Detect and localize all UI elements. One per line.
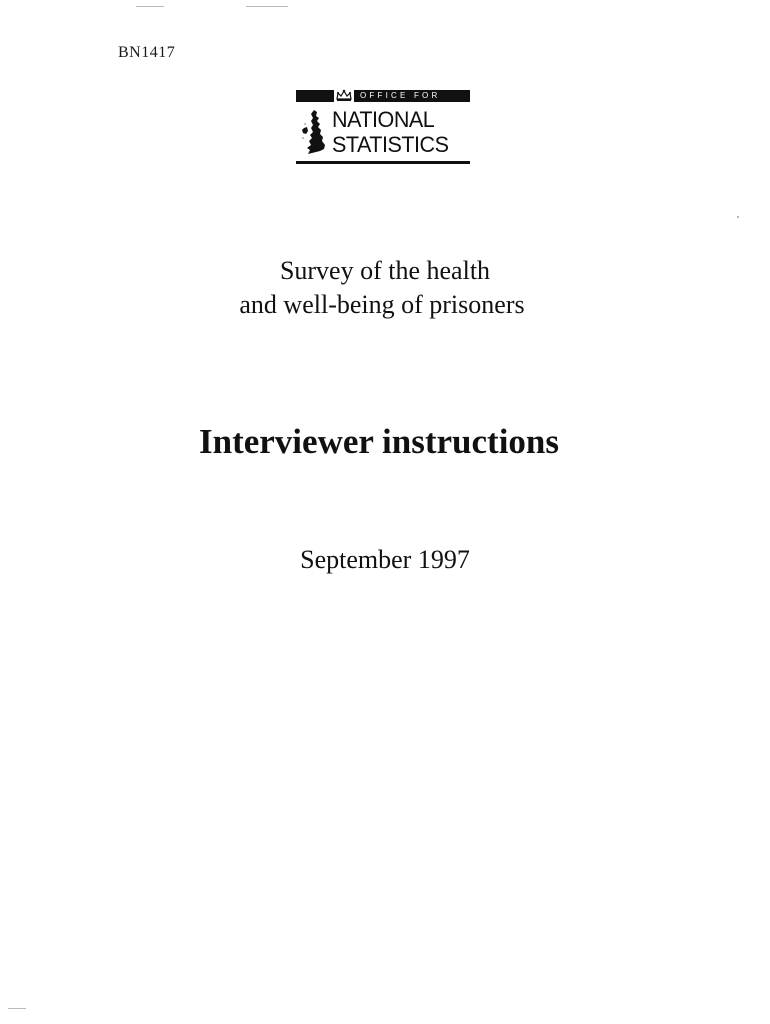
ons-logo <box>296 88 470 166</box>
scan-speck <box>136 6 164 7</box>
survey-title-line2: and well-being of prisoners <box>239 290 525 319</box>
logo-office-for: OFFICE FOR <box>360 91 441 100</box>
logo-bottom-bar <box>296 161 470 164</box>
survey-title <box>0 254 770 322</box>
survey-title-line1: Survey of the health <box>279 256 491 285</box>
crown-icon <box>334 88 354 104</box>
logo-national: NATIONAL <box>332 107 435 132</box>
document-date: September 1997 <box>300 545 470 574</box>
logo-statistics: STATISTICS <box>332 132 449 157</box>
scan-speck <box>246 6 288 7</box>
scan-speck <box>8 1008 26 1009</box>
scan-speck <box>737 216 739 218</box>
document-heading: Interviewer instructions <box>199 422 559 461</box>
uk-map-icon <box>300 108 328 163</box>
document-reference: BN1417 <box>118 44 176 61</box>
